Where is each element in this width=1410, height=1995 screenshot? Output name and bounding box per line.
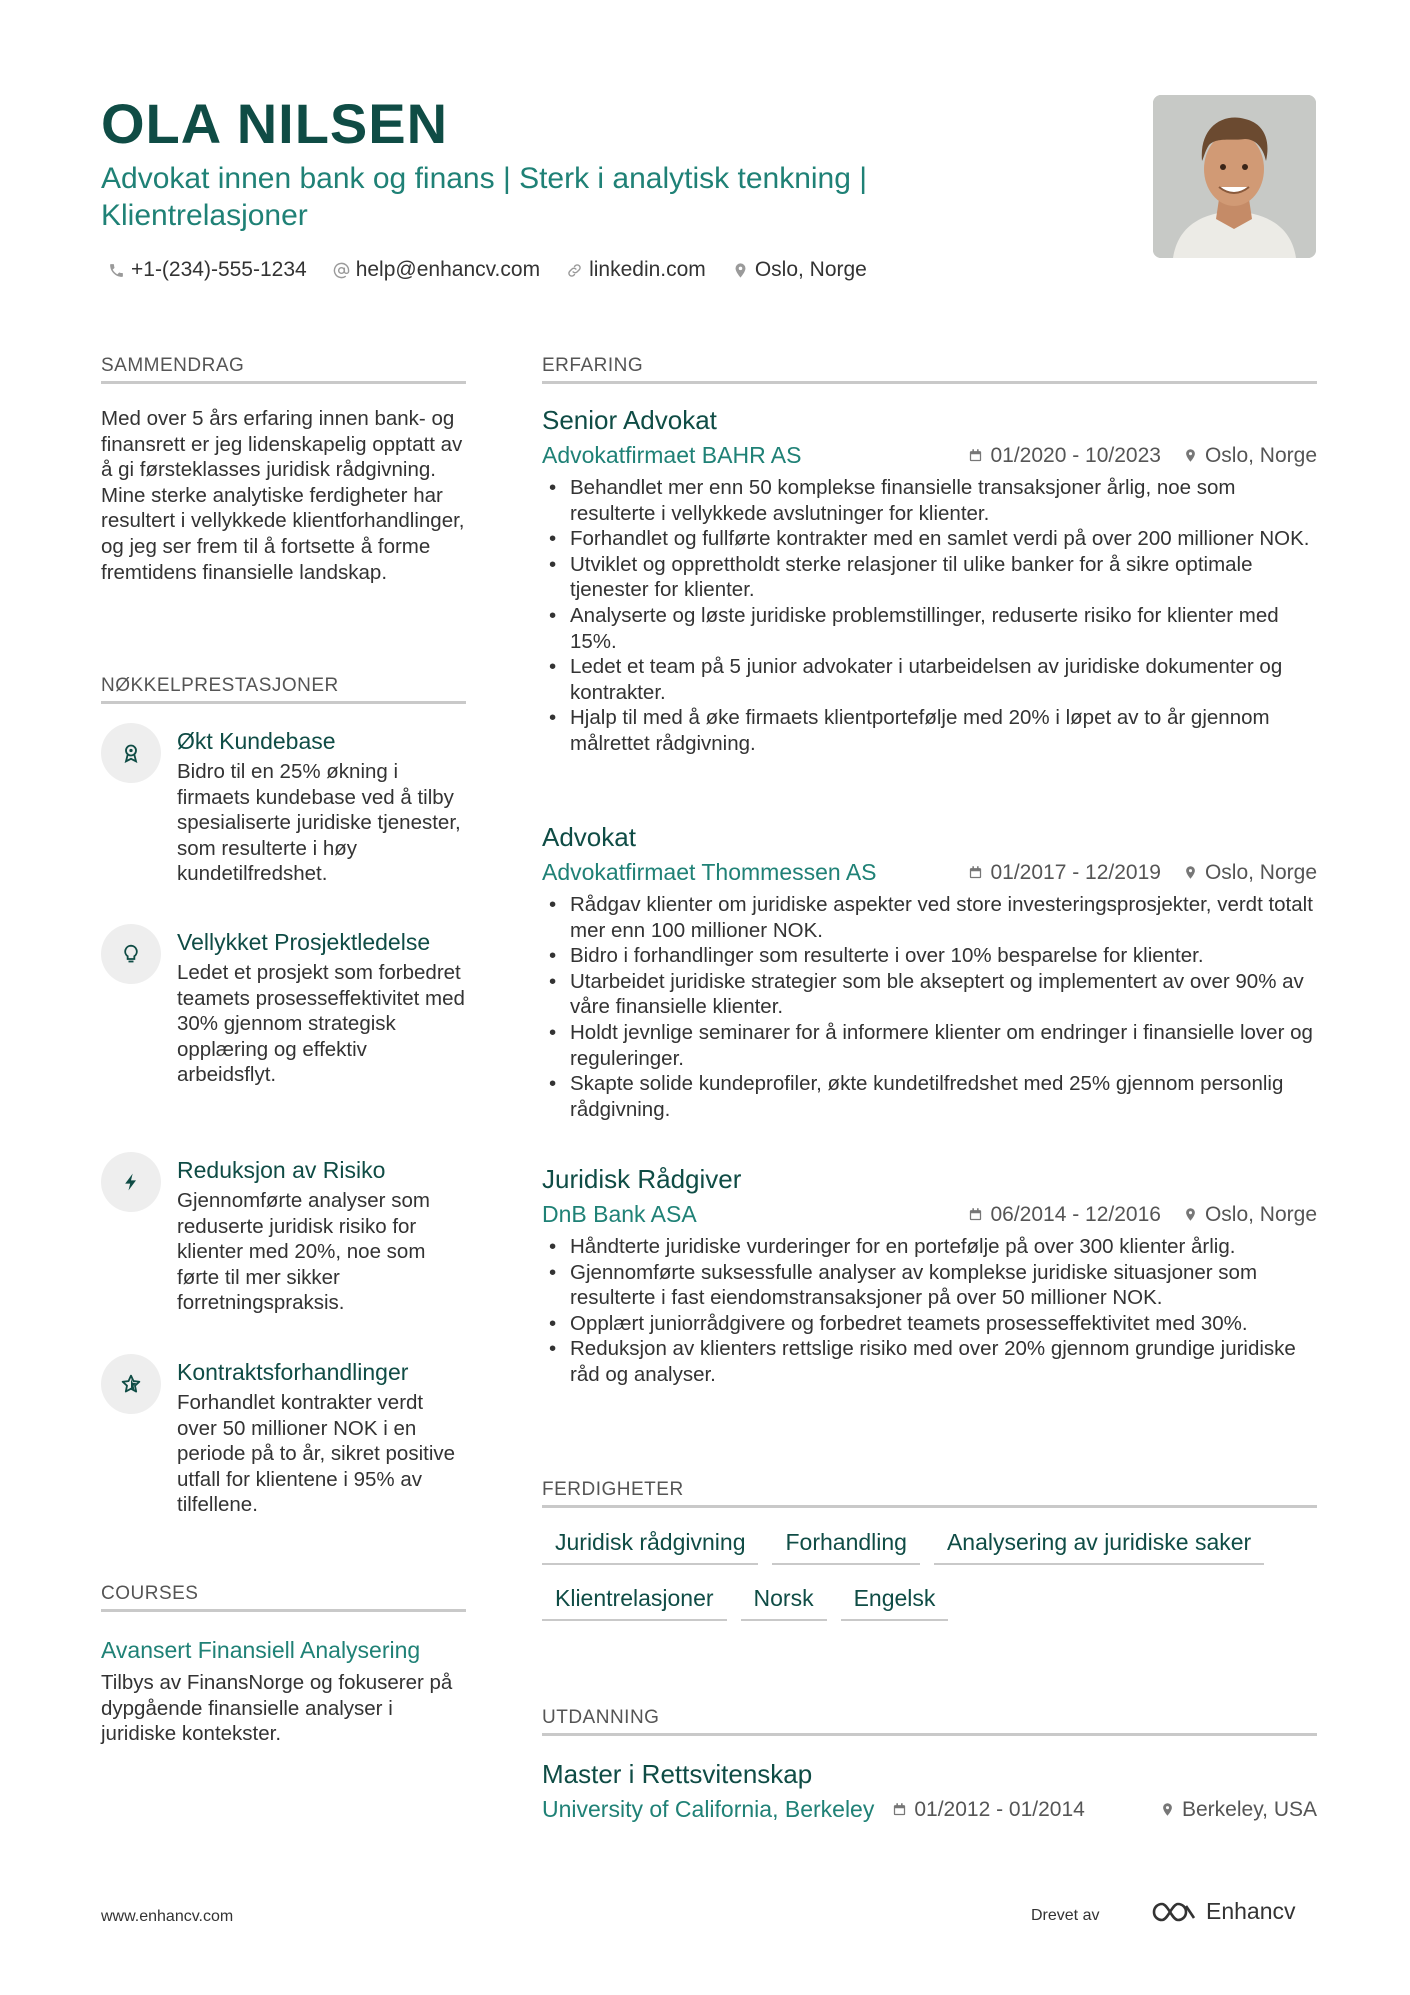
footer-powered-by: Drevet av [1031, 1907, 1100, 1924]
achievement-title: Økt Kundebase [177, 728, 336, 754]
education-details [542, 1796, 1317, 1823]
job-bullet: • Forhandlet og fullførte kontrakter med en samlet verdi på over 200 millioner NOK. [542, 526, 1317, 552]
experience-section-title: ERFARING [542, 355, 1317, 384]
location-icon [732, 262, 749, 279]
job-dates-text: 01/2020 - 10/2023 [990, 443, 1161, 467]
contact-bar [108, 258, 867, 282]
lightning-icon [121, 1172, 141, 1192]
footer-brand-text: Enhancv [1206, 1898, 1296, 1924]
job-bullet: • Hjalp til med å øke firmaets klientportefølje med 20% i løpet av to år gjennom målrettet rådgivning. [542, 705, 1317, 756]
skill-tag: Forhandling [772, 1527, 919, 1565]
achievement-item [101, 726, 466, 887]
skill-tag: Norsk [741, 1583, 827, 1621]
summary-text: Med over 5 års erfaring innen bank- og finansrett er jeg lidenskapelig opptatt av å gi førsteklasses juridisk rådgivning. Mine sterke analytiske ferdigheter har resultert i vellykkede klientforhandlinger, og jeg ser frem til å fortsette å forme fremtidens finansielle landskap. [101, 407, 465, 584]
job-location [1183, 861, 1317, 885]
job-bullets [542, 1234, 1317, 1388]
job-company: Advokatfirmaet BAHR AS [542, 442, 802, 468]
course-text: Tilbys av FinansNorge og fokuserer på dypgående finansielle analyser i juridiske kontekster. [101, 1671, 453, 1746]
job-bullet: • Rådgav klienter om juridiske aspekter ved store investeringsprosjekter, verdt totalt mer enn 100 millioner NOK. [542, 892, 1317, 943]
job-location [1183, 1203, 1317, 1227]
job-company: DnB Bank ASA [542, 1201, 697, 1227]
achievement-item [101, 927, 466, 1088]
achievement-icon-wrap [101, 924, 161, 984]
achievement-text: Bidro til en 25% økning i firmaets kundebase ved å tilby spesialiserte juridiske tjenester, som resulterte i høy kundetilfredshet. [177, 760, 461, 886]
achievement-icon-wrap [101, 1152, 161, 1212]
achievement-icon-wrap [101, 1354, 161, 1414]
contact-linkedin[interactable] [566, 258, 706, 282]
job-bullet: • Gjennomførte suksessfulle analyser av komplekse juridiske situasjoner som resulterte i fast eiendomstransaksjoner på over 50 millioner NOK. [542, 1260, 1317, 1311]
achievement-title: Reduksjon av Risiko [177, 1157, 386, 1183]
contact-phone-text: +1-(234)-555-1234 [131, 258, 307, 281]
calendar-icon [968, 1207, 983, 1222]
contact-email[interactable] [333, 258, 540, 282]
at-icon [333, 262, 350, 279]
achievement-text: Forhandlet kontrakter verdt over 50 millioner NOK i en periode på to år, sikret positive utfall for klientene i 95% av tilfellene. [177, 1391, 456, 1517]
job-location-text: Oslo, Norge [1204, 860, 1317, 884]
job-dates [968, 861, 1160, 885]
award-icon [121, 743, 141, 763]
courses-section-title: COURSES [101, 1583, 466, 1612]
job-dates [968, 444, 1160, 468]
calendar-icon [968, 865, 983, 880]
education-location-text: Berkeley, USA [1182, 1797, 1317, 1821]
job-dates [968, 1203, 1160, 1227]
location-icon [1160, 1802, 1175, 1817]
job-dates-text: 06/2014 - 12/2016 [990, 1202, 1161, 1226]
footer-url[interactable]: www.enhancv.com [101, 1908, 234, 1925]
contact-location [732, 258, 867, 282]
achievement-title: Vellykket Prosjektledelse [177, 929, 431, 955]
course-title: Avansert Finansiell Analysering [101, 1637, 421, 1663]
contact-location-text: Oslo, Norge [754, 258, 867, 281]
contact-linkedin-text: linkedin.com [589, 258, 706, 281]
summary-section-title: SAMMENDRAG [101, 355, 466, 384]
job-title: Senior Advokat [542, 405, 717, 435]
job-bullet: • Skapte solide kundeprofiler, økte kundetilfredshet med 25% gjennom personlig rådgivning. [542, 1071, 1317, 1122]
job-bullet: • Analyserte og løste juridiske problemstillinger, reduserte risiko for klienter med 15%. [542, 603, 1317, 654]
location-icon [1183, 448, 1198, 463]
skill-tag: Klientrelasjoner [542, 1583, 727, 1621]
education-school: University of California, Berkeley [542, 1796, 875, 1822]
job-location [1183, 444, 1317, 468]
skills-list [542, 1527, 1317, 1621]
achievements-section-title: NØKKELPRESTASJONER [101, 675, 466, 704]
job-bullet: • Bidro i forhandlinger som resulterte i over 10% besparelse for klienter. [542, 943, 1317, 969]
job-location-text: Oslo, Norge [1204, 443, 1317, 467]
skill-tag: Analysering av juridiske saker [934, 1527, 1264, 1565]
enhancv-logo-icon [1150, 1900, 1198, 1924]
job-bullets [542, 475, 1317, 757]
achievement-text: Gjennomførte analyser som reduserte juridisk risiko for klienter med 20%, noe som førte til mer sikker forretningspraksis. [177, 1189, 430, 1315]
achievement-icon-wrap [101, 723, 161, 783]
job-title: Advokat [542, 822, 636, 852]
skills-section-title: FERDIGHETER [542, 1479, 1317, 1508]
location-icon [1183, 865, 1198, 880]
candidate-tagline: Advokat innen bank og finans | Sterk i analytisk tenkning | Klientrelasjoner [101, 162, 868, 232]
achievement-text: Ledet et prosjekt som forbedret teamets prosesseffektivitet med 30% gjennom strategisk opplæring og effektiv arbeidsflyt. [177, 961, 465, 1087]
job-entry [542, 1163, 1317, 1388]
skill-tag: Juridisk rådgivning [542, 1527, 758, 1565]
profile-photo [1153, 95, 1316, 258]
contact-phone[interactable] [108, 258, 307, 282]
education-location [1160, 1798, 1317, 1822]
education-degree: Master i Rettsvitenskap [542, 1759, 813, 1789]
job-bullet: • Reduksjon av klienters rettslige risiko med over 20% gjennom grundige juridiske råd og analyser. [542, 1336, 1317, 1387]
skill-tag: Engelsk [841, 1583, 949, 1621]
phone-icon [108, 262, 125, 279]
job-location-text: Oslo, Norge [1204, 1202, 1317, 1226]
job-bullet: • Opplært juniorrådgivere og forbedret teamets prosesseffektivitet med 30%. [542, 1311, 1317, 1337]
job-bullet: • Holdt jevnlige seminarer for å informere klienter om endringer i finansielle lover og reguleringer. [542, 1020, 1317, 1071]
achievement-item [101, 1357, 466, 1518]
job-bullet: • Utarbeidet juridiske strategier som ble akseptert og implementert av over 90% av våre finansielle klienter. [542, 969, 1317, 1020]
link-icon [566, 262, 583, 279]
job-bullet: • Behandlet mer enn 50 komplekse finansielle transaksjoner årlig, noe som resulterte i vellykkede avslutninger for klienter. [542, 475, 1317, 526]
job-entry [542, 821, 1317, 1122]
education-section-title: UTDANNING [542, 1707, 1317, 1736]
footer-brand-logo[interactable] [1150, 1898, 1296, 1925]
achievement-item [101, 1155, 466, 1316]
job-company: Advokatfirmaet Thommessen AS [542, 859, 877, 885]
job-bullets [542, 892, 1317, 1122]
achievement-title: Kontraktsforhandlinger [177, 1359, 409, 1385]
education-dates [892, 1798, 1084, 1822]
lightbulb-icon [121, 944, 141, 964]
job-title: Juridisk Rådgiver [542, 1164, 742, 1194]
job-bullet: • Ledet et team på 5 junior advokater i utarbeidelsen av juridiske dokumenter og kontrakter. [542, 654, 1317, 705]
calendar-icon [968, 448, 983, 463]
calendar-icon [892, 1802, 907, 1817]
job-dates-text: 01/2017 - 12/2019 [990, 860, 1161, 884]
job-bullet: • Håndterte juridiske vurderinger for en portefølje på over 300 klienter årlig. [542, 1234, 1317, 1260]
star-icon [121, 1374, 141, 1394]
job-bullet: • Utviklet og opprettholdt sterke relasjoner til ulike banker for å sikre optimale tjenester for klienter. [542, 552, 1317, 603]
contact-email-text: help@enhancv.com [355, 258, 541, 281]
job-entry [542, 404, 1317, 757]
location-icon [1183, 1207, 1198, 1222]
candidate-name: OLA NILSEN [101, 92, 449, 155]
education-dates-text: 01/2012 - 01/2014 [914, 1797, 1085, 1821]
